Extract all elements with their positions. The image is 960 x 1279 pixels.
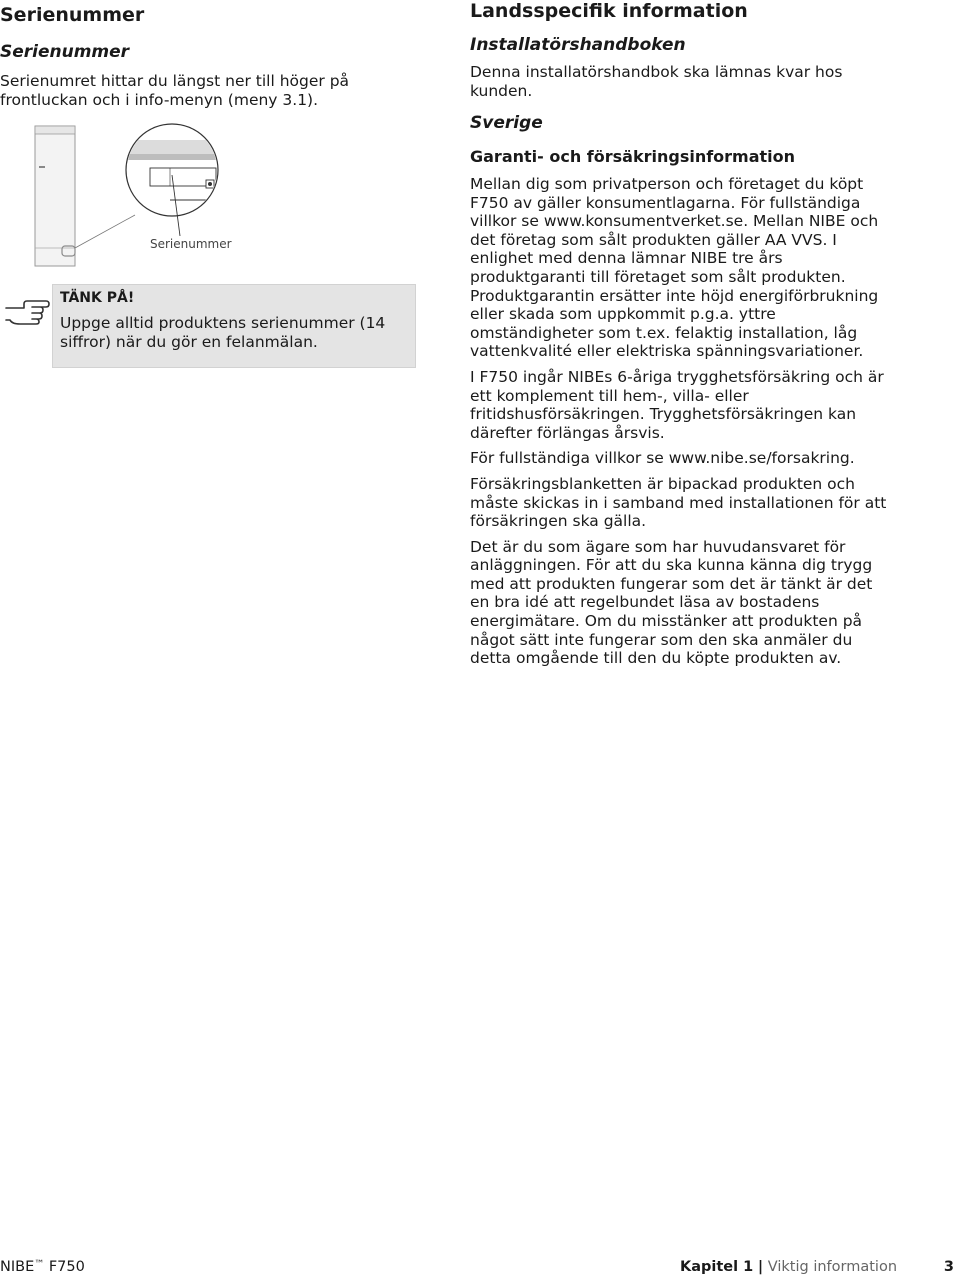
- country-info-heading: Landsspecifik information: [470, 0, 748, 22]
- trademark-symbol: ™: [34, 1259, 45, 1270]
- country-heading: Sverige: [470, 113, 543, 133]
- manual-subheading: Installatörshandboken: [470, 35, 686, 55]
- page-number: 3: [943, 1259, 954, 1275]
- footer-separator: |: [757, 1259, 764, 1275]
- pointing-hand-icon: [2, 294, 52, 326]
- footer-chapter: [680, 1259, 897, 1275]
- note-box: [0, 284, 416, 368]
- brand-name: NIBE: [0, 1259, 35, 1275]
- model-name: F750: [48, 1259, 85, 1275]
- manual-paragraph: Denna installatörshandbok ska lämnas kvar hos kunden.: [470, 63, 843, 100]
- footer-brand: [0, 1259, 85, 1275]
- subheading: Serienummer: [0, 42, 130, 62]
- warranty-heading: Garanti- och försäkringsinformation: [470, 147, 796, 166]
- chapter-label: Kapitel 1: [680, 1259, 754, 1275]
- owner-paragraph: Det är du som ägare som har huvudansvaret för anläggningen. För att du ska kunna känna dig trygg med att produkten fungerar som det är tänkt är det en bra idé att regelbundet läsa av bostadens energimätare. Om du misstänker att produkten på något sätt inte fungerar som den ska anmäler du detta omgående till den du köpte produkten av.: [470, 537, 873, 668]
- warranty-body: [470, 175, 890, 675]
- section-heading: Serienummer: [0, 4, 145, 26]
- figure-label: Serienummer: [150, 237, 232, 251]
- serial-paragraph: Serienumret hittar du längst ner till höger på frontluckan och i info-menyn (meny 3.1).: [0, 72, 350, 109]
- form-paragraph: Försäkringsblanketten är bipackad produkten och måste skickas in i samband med installationen för att försäkringen ska gälla.: [470, 474, 887, 531]
- section-label: Viktig information: [767, 1259, 898, 1275]
- insurance-paragraph: I F750 ingår NIBEs 6-åriga trygghetsförsäkring och är ett komplement till hem-, villa- eller fritidshusförsäkringen. Trygghetsförsäkringen kan därefter förlängas årsvis.: [470, 367, 884, 442]
- warranty-paragraph: Mellan dig som privatperson och företaget du köpt F750 av gäller konsumentlagarna. För fullständiga villkor se www.konsumentverket.se. Mellan NIBE och det företag som sålt produkten gäller AA VVS. I enlighet med denna lämnar NIBE tre års produktgaranti till företaget som sålt produkten. Produktgarantin ersätter inte höjd energiförbrukning eller skada som uppkommit p.g.a. yttre omständigheter som t.ex. felaktig installation, låg vattenkvalité eller elektriska spänningsvariationer.: [470, 175, 879, 361]
- terms-paragraph: För fullständiga villkor se www.nibe.se/forsakring.: [470, 449, 855, 468]
- page-footer: [0, 1259, 960, 1279]
- note-text: Uppge alltid produktens serienummer (14 siffror) när du gör en felanmälan.: [60, 314, 386, 351]
- note-title: TÄNK PÅ!: [60, 290, 135, 306]
